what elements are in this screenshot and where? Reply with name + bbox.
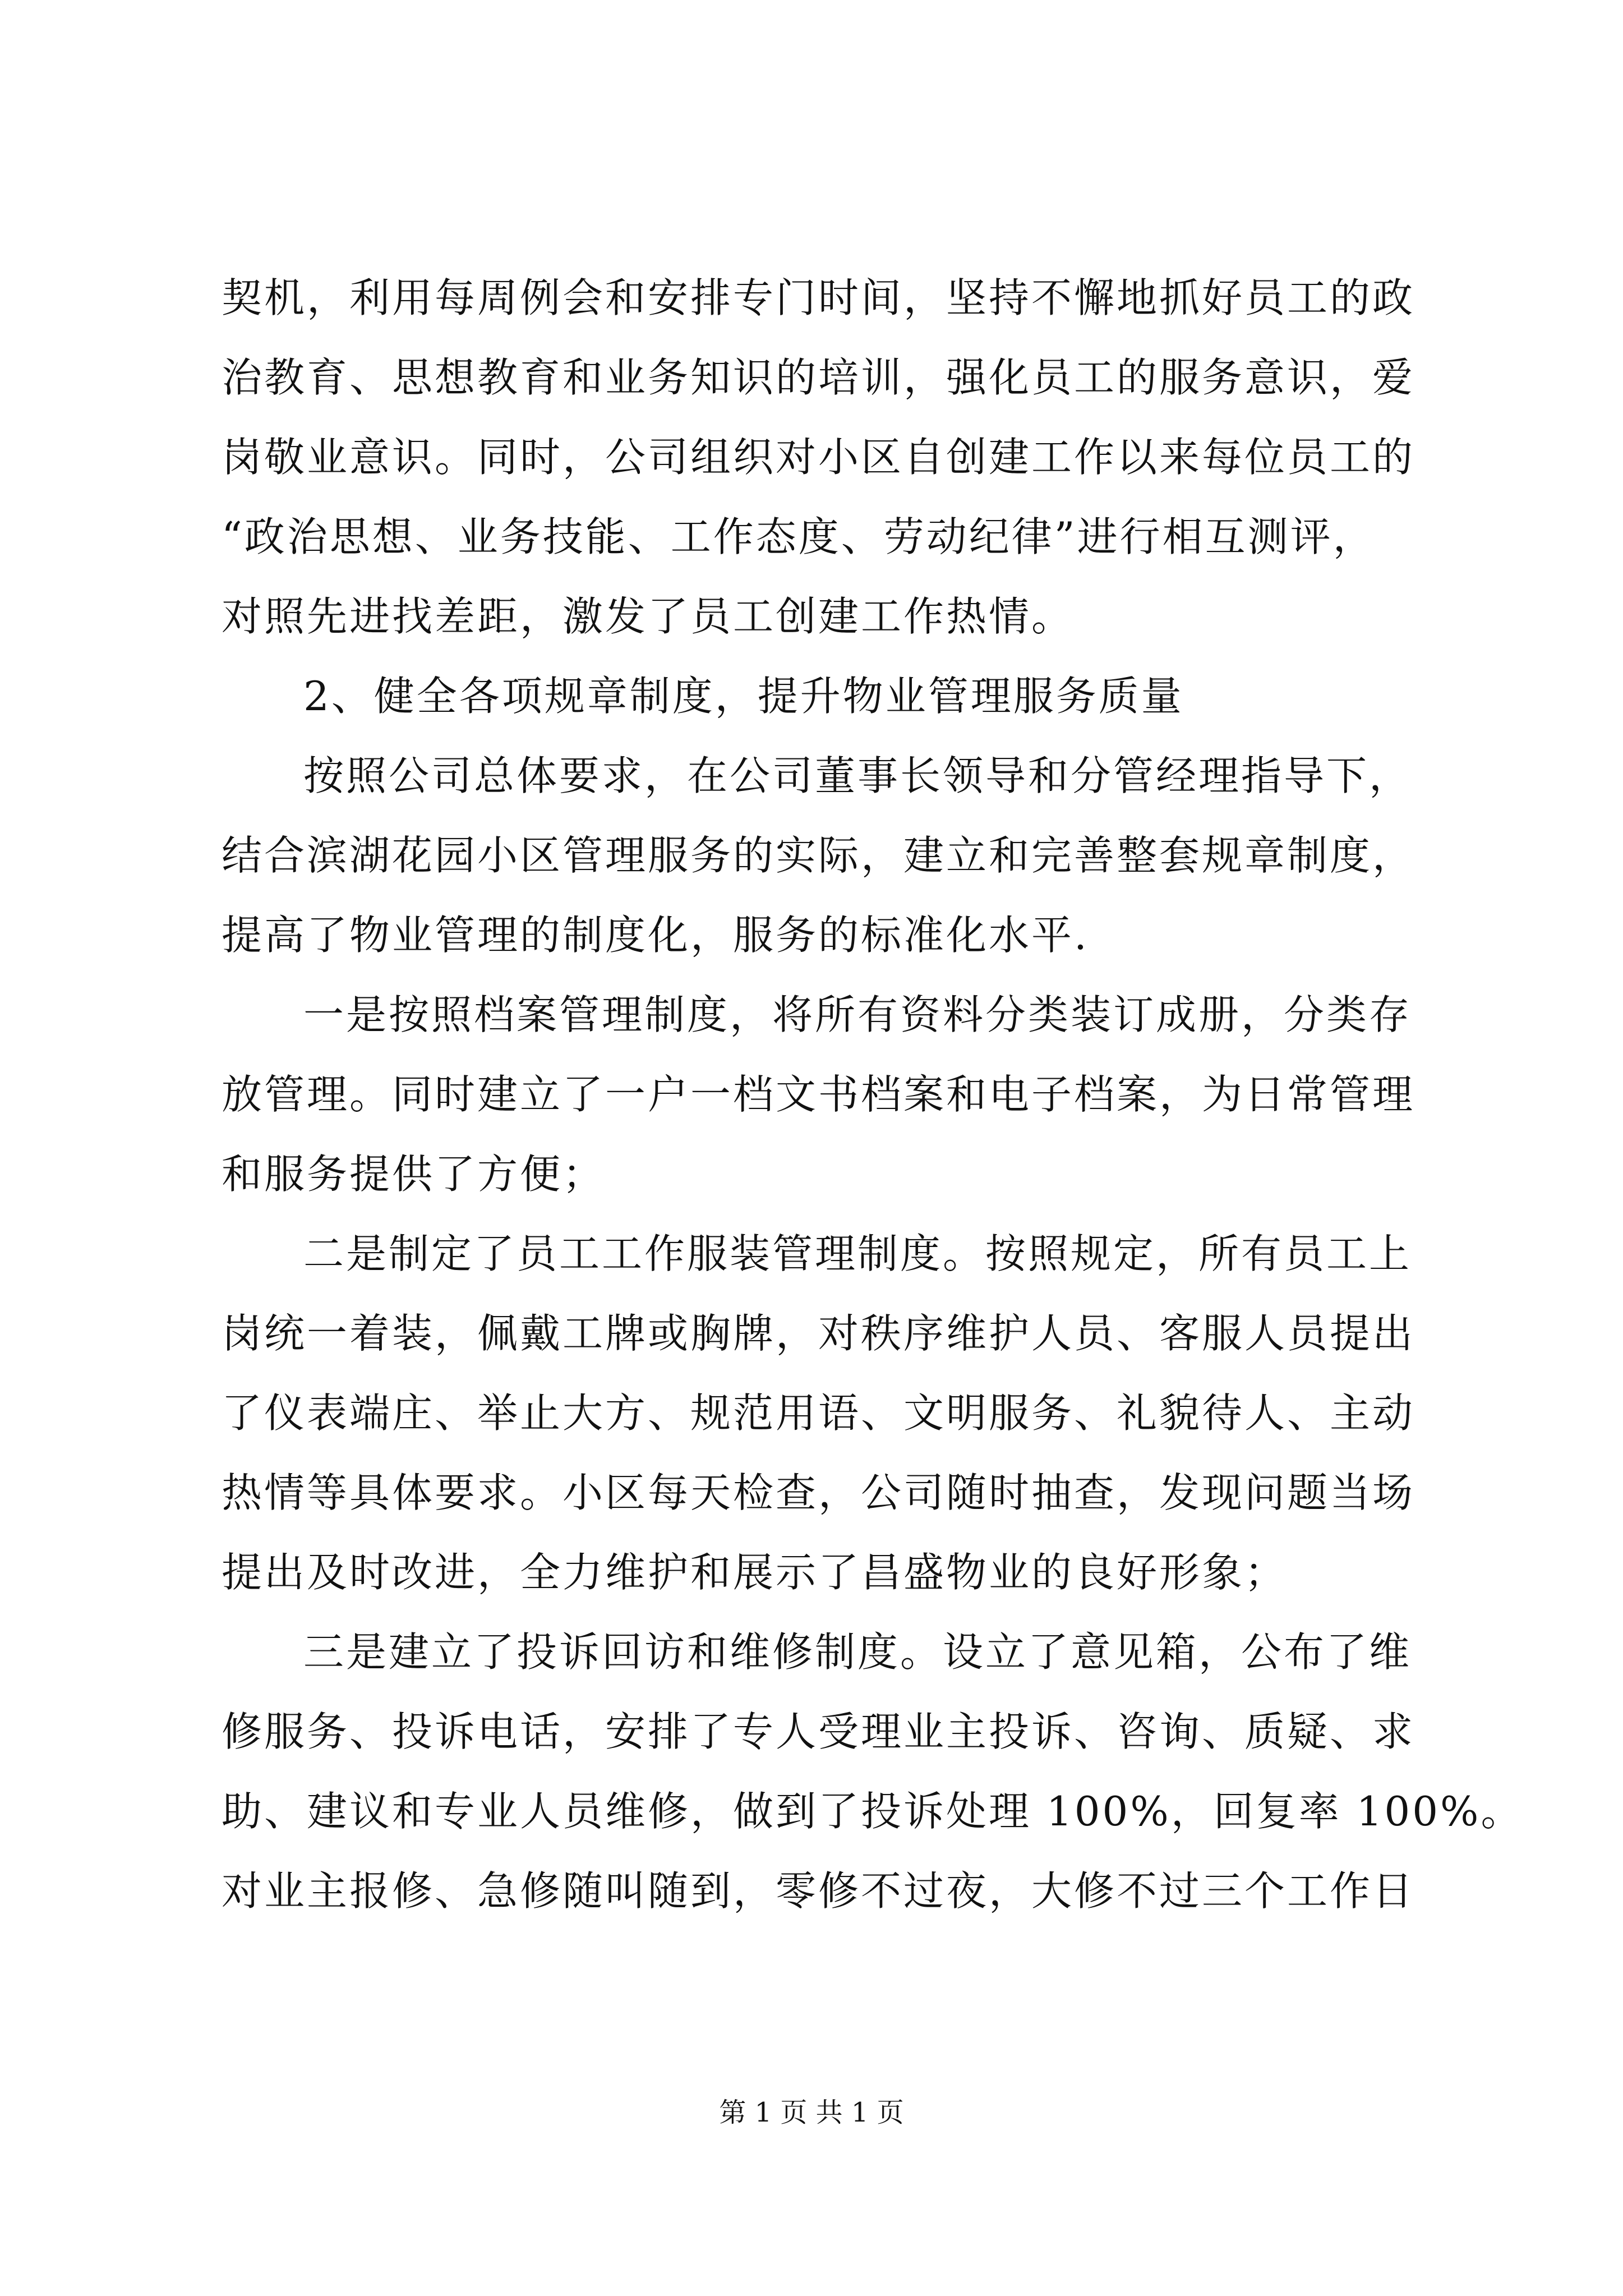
text-line: 一是按照档案管理制度，将所有资料分类装订成册，分类存 bbox=[303, 991, 1412, 1038]
text-line: 提出及时改进，全力维护和展示了昌盛物业的良好形象； bbox=[222, 1549, 1288, 1596]
text-line: 了仪表端庄、举止大方、规范用语、文明服务、礼貌待人、主动 bbox=[222, 1389, 1415, 1437]
text-line: 助、建议和专业人员维修，做到了投诉处理 100%，回复率 100%。 bbox=[222, 1788, 1524, 1835]
text-line: “政治思想、业务技能、工作态度、劳动纪律”进行相互测评， bbox=[222, 513, 1376, 560]
text-line: 岗统一着装，佩戴工牌或胸牌，对秩序维护人员、客服人员提出 bbox=[222, 1310, 1415, 1357]
text-line: 岗敬业意识。同时，公司组织对小区自创建工作以来每位员工的 bbox=[222, 434, 1415, 481]
text-line: 提高了物业管理的制度化，服务的标准化水平. bbox=[222, 912, 1089, 959]
text-line: 放管理。同时建立了一户一档文书档案和电子档案，为日常管理 bbox=[222, 1071, 1415, 1118]
text-line: 治教育、思想教育和业务知识的培训，强化员工的服务意识，爱 bbox=[222, 354, 1415, 401]
text-line: 对业主报修、急修随叫随到，零修不过夜，大修不过三个工作日 bbox=[222, 1867, 1415, 1915]
text-line: 结合滨湖花园小区管理服务的实际，建立和完善整套规章制度， bbox=[222, 832, 1415, 879]
text-line: 对照先进找差距，激发了员工创建工作热情。 bbox=[222, 593, 1075, 640]
text-line: 按照公司总体要求，在公司董事长领导和分管经理指导下， bbox=[303, 752, 1412, 799]
text-line: 三是建立了投诉回访和维修制度。设立了意见箱，公布了维 bbox=[303, 1628, 1412, 1676]
text-line: 热情等具体要求。小区每天检查，公司随时抽查，发现问题当场 bbox=[222, 1469, 1415, 1516]
text-line: 2、健全各项规章制度，提升物业管理服务质量 bbox=[303, 673, 1184, 720]
text-line: 契机，利用每周例会和安排专门时间，坚持不懈地抓好员工的政 bbox=[222, 274, 1415, 321]
text-line: 修服务、投诉电话，安排了专人受理业主投诉、咨询、质疑、求 bbox=[222, 1708, 1415, 1755]
text-line: 和服务提供了方便； bbox=[222, 1151, 606, 1198]
page-footer: 第 1 页 共 1 页 bbox=[719, 2097, 904, 2128]
document-body bbox=[222, 258, 1524, 1931]
text-line: 二是制定了员工工作服装管理制度。按照规定，所有员工上 bbox=[303, 1230, 1412, 1277]
